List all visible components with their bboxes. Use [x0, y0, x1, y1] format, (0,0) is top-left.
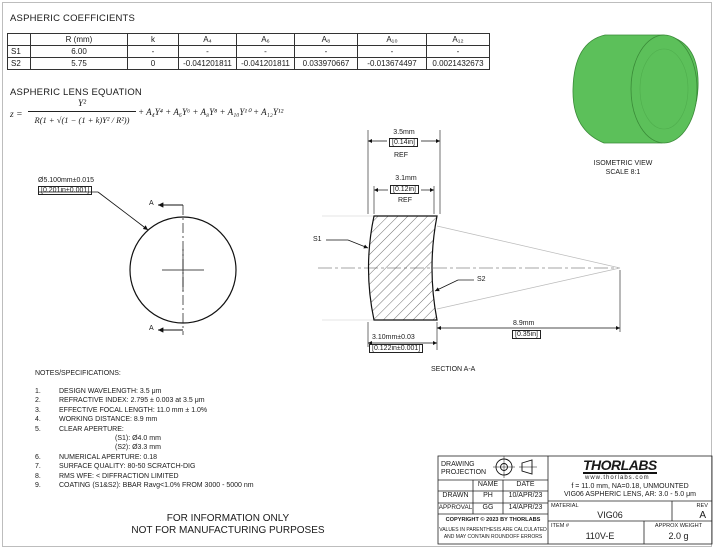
- note-item: [35, 434, 365, 443]
- section-caption: SECTION A-A: [431, 366, 476, 373]
- rev-label: REV: [696, 503, 708, 509]
- note-text: RMS WFE: < DIFFRACTION LIMITED: [59, 472, 179, 480]
- weight-label: APPROX WEIGHT: [654, 523, 703, 529]
- note-text: SURFACE QUALITY: 80-50 SCRATCH-DIG: [59, 463, 196, 471]
- table-header-cell: k: [128, 34, 179, 46]
- surface-s2-label: S2: [477, 276, 486, 283]
- note-number: 7.: [35, 463, 41, 471]
- front-view: [38, 192, 236, 335]
- equation-numerator: Y²: [28, 99, 136, 112]
- thickness-in: [0.122in±0.001]: [369, 344, 423, 353]
- dim-overall-ref: REF: [394, 152, 408, 159]
- note-number: 1.: [35, 388, 41, 395]
- diameter-dim-in: [0.201in±0.001]: [38, 186, 92, 195]
- isometric-caption: ISOMETRIC VIEW: [593, 160, 653, 167]
- note-item: [35, 406, 365, 415]
- rev-value: A: [699, 510, 706, 521]
- material-label: MATERIAL: [551, 503, 579, 509]
- note-number: 4.: [35, 416, 41, 424]
- notes-list: [35, 387, 365, 490]
- projection-label-line1: DRAWING: [441, 461, 475, 468]
- table-cell: -0.041201811: [237, 58, 295, 70]
- thickness-mm: 3.10mm±0.03: [372, 334, 415, 341]
- row-label: S1: [8, 46, 31, 58]
- section-view: [318, 130, 620, 350]
- thorlabs-logo: THORLABS: [583, 457, 657, 473]
- equation-terms: + A₄Y⁴ + A₆Y⁶ + A₈Y⁸ + A₁₀Y¹⁰ + A₁₂Y¹²: [138, 107, 284, 117]
- table-cell: 6.00: [31, 46, 128, 58]
- note-item: [35, 462, 365, 471]
- section-label-bottom: A: [149, 325, 154, 332]
- table-header-cell: A₈: [295, 34, 358, 46]
- note-item: [35, 453, 365, 462]
- projection-label-line2: PROJECTION: [441, 469, 487, 476]
- drawn-name: PH: [483, 492, 493, 499]
- s1-leader: [348, 240, 368, 248]
- diameter-leader: [98, 192, 148, 230]
- note-text: REFRACTIVE INDEX: 2.795 ± 0.003 at 3.5 μm: [59, 397, 205, 405]
- note-item: [35, 481, 365, 490]
- table-header-cell: A₁₀: [358, 34, 427, 46]
- copyright-text: COPYRIGHT © 2023 BY THORLABS: [445, 517, 541, 523]
- equation-denominator: R(1 + √(1 − (1 + k)Y² / R²)): [34, 115, 130, 125]
- dim-overall-mm: 3.5mm: [393, 129, 415, 136]
- note-text: CLEAR APERTURE:: [59, 425, 124, 433]
- item-value: 110V-E: [585, 531, 615, 541]
- info-line-2: NOT FOR MANUFACTURING PURPOSES: [131, 524, 325, 536]
- projection-symbol: [493, 456, 537, 478]
- note-number: 2.: [35, 397, 41, 405]
- table-cell: -: [295, 46, 358, 58]
- section-label-top: A: [149, 200, 154, 207]
- approval-label: APPROVAL: [438, 504, 473, 511]
- note-text: (S2): Ø3.3 mm: [115, 444, 161, 452]
- note-item: [35, 415, 365, 424]
- note-item: [35, 396, 365, 405]
- dim-edge-ref: REF: [398, 197, 412, 204]
- s2-leader: [435, 280, 458, 291]
- working-distance-mm: 8.9mm: [513, 320, 535, 327]
- note-text: DESIGN WAVELENGTH: 3.5 μm: [59, 388, 162, 395]
- notes-title: NOTES/SPECIFICATIONS:: [35, 370, 121, 377]
- table-cell: -0.013674497: [358, 58, 427, 70]
- table-header-cell: A₄: [179, 34, 237, 46]
- note-number: [35, 443, 59, 452]
- coefficients-title: ASPHERIC COEFFICIENTS: [10, 13, 136, 24]
- equation-title: ASPHERIC LENS EQUATION: [10, 87, 142, 98]
- projection-label: [441, 461, 486, 477]
- note-item: [35, 443, 365, 452]
- note-number: 9.: [35, 482, 41, 490]
- disclaimer-line2: AND MAY CONTAIN ROUNDOFF ERRORS: [443, 533, 543, 540]
- note-text: (S1): Ø4.0 mm: [115, 435, 161, 443]
- approval-name: GG: [482, 504, 494, 511]
- table-cell: 5.75: [31, 58, 128, 70]
- material-value: VIG06: [597, 510, 623, 520]
- lens-cross-section: [369, 216, 438, 320]
- diameter-dim-mm: Ø5.100mm±0.015: [38, 177, 94, 184]
- surface-s1-label: S1: [313, 236, 322, 243]
- ray-upper: [437, 226, 620, 268]
- disclaimer-line1: VALUES IN PARENTHESIS ARE CALCULATED: [439, 527, 547, 533]
- col-date-header: DATE: [516, 481, 535, 488]
- description-line2: VIG06 ASPHERIC LENS, AR: 3.0 - 5.0 μm: [563, 491, 697, 498]
- working-distance-in: [0.35in]: [512, 330, 541, 339]
- table-cell: 0.0021432673: [427, 58, 490, 70]
- note-text: COATING (S1&S2): BBAR Ravg<1.0% FROM 3000 - 5000 nm: [59, 482, 254, 490]
- dim-overall-in: [0.14in]: [389, 138, 418, 147]
- website-text: www.thorlabs.com: [585, 475, 650, 481]
- table-cell: -: [179, 46, 237, 58]
- dim-edge-mm: 3.1mm: [395, 175, 417, 182]
- note-number: 3.: [35, 406, 41, 414]
- note-text: EFFECTIVE FOCAL LENGTH: 11.0 mm ± 1.0%: [59, 406, 208, 414]
- item-label: ITEM #: [551, 523, 570, 529]
- approval-date: 14/APR/23: [508, 504, 543, 511]
- info-line-1: FOR INFORMATION ONLY: [166, 513, 290, 524]
- drawn-date: 10/APR/23: [508, 492, 543, 499]
- table-cell: 0: [128, 58, 179, 70]
- note-number: 6.: [35, 453, 41, 461]
- col-name-header: NAME: [477, 481, 499, 488]
- note-text: NUMERICAL APERTURE: 0.18: [59, 453, 158, 461]
- table-header-cell: R (mm): [31, 34, 128, 46]
- disclaimer-text: [438, 527, 548, 540]
- table-cell: -0.041201811: [179, 58, 237, 70]
- isometric-scale: SCALE 8:1: [605, 169, 641, 176]
- note-number: 8.: [35, 472, 41, 480]
- table-cell: -: [427, 46, 490, 58]
- table-cell: -: [237, 46, 295, 58]
- equation-lhs: z =: [10, 110, 23, 120]
- iso-cylinder-face: [631, 35, 697, 143]
- note-item: [35, 472, 365, 481]
- table-cell: 0.033970667: [295, 58, 358, 70]
- dim-edge-in: [0.12in]: [390, 185, 419, 194]
- table-cell: -: [128, 46, 179, 58]
- note-number: [35, 434, 59, 443]
- weight-value: 2.0 g: [668, 531, 689, 541]
- description-line1: f = 11.0 mm, NA=0.18, UNMOUNTED: [571, 483, 689, 490]
- note-number: 5.: [35, 425, 41, 433]
- table-cell: -: [358, 46, 427, 58]
- drawn-label: DRAWN: [442, 492, 469, 499]
- ray-lower: [437, 268, 620, 309]
- row-label: S2: [8, 58, 31, 70]
- table-header-cell: A₁₂: [427, 34, 490, 46]
- note-item: [35, 425, 365, 434]
- note-item: [35, 387, 365, 396]
- table-header-cell: A₆: [237, 34, 295, 46]
- isometric-view: [573, 35, 698, 143]
- info-notice: [112, 513, 344, 536]
- note-text: WORKING DISTANCE: 8.9 mm: [59, 416, 158, 424]
